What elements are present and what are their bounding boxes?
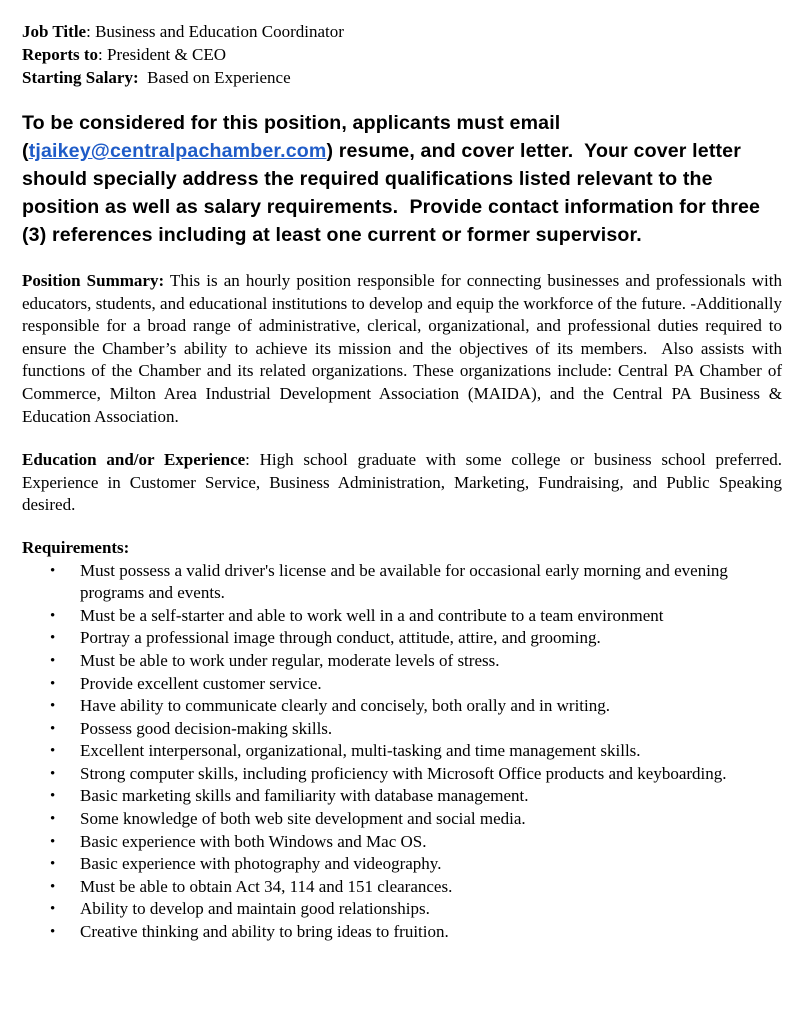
bullet-icon: •: [50, 607, 56, 624]
list-item: [22, 740, 774, 763]
list-item: [22, 695, 774, 718]
notice-intro: To be considered for this position, applicants must email (: [22, 112, 561, 162]
reports-to-value: : President & CEO: [98, 45, 226, 64]
bullet-icon: •: [50, 630, 56, 647]
education-experience: [22, 449, 782, 517]
bullet-icon: •: [50, 901, 56, 918]
list-item: [22, 808, 774, 831]
bullet-icon: •: [50, 743, 56, 760]
bullet-icon: •: [50, 765, 56, 782]
list-item-text: Creative thinking and ability to bring ideas to fruition.: [80, 922, 449, 942]
list-item-text: Must be able to obtain Act 34, 114 and 151 clearances.: [80, 876, 453, 896]
list-item-text: Must be able to work under regular, moderate levels of stress.: [80, 650, 500, 670]
bullet-icon: •: [50, 698, 56, 715]
list-item-text: Must possess a valid driver's license and be available for occasional early morning and evening programs and events.: [80, 560, 728, 603]
salary-value: Based on Experience: [138, 68, 291, 87]
position-summary-label: Position Summary:: [22, 271, 165, 290]
education-text: : High school graduate with some college or business school preferred. Experience in Customer Service, Business Administration, Marketing, Fundraising, and Public Speaking desired.: [22, 450, 782, 515]
list-item-text: Excellent interpersonal, organizational, multi-tasking and time management skills.: [80, 741, 641, 761]
list-item-text: Basic marketing skills and familiarity with database management.: [80, 786, 529, 806]
application-notice: [22, 109, 782, 249]
list-item: [22, 921, 774, 944]
position-summary: [22, 270, 787, 428]
requirements-list: [22, 560, 782, 944]
list-item: [22, 627, 774, 650]
list-item-text: Basic experience with photography and videography.: [80, 854, 442, 874]
list-item: [22, 605, 774, 628]
list-item: [22, 673, 774, 696]
reports-to-line: [22, 43, 782, 66]
bullet-icon: •: [50, 833, 56, 850]
list-item: [22, 876, 774, 899]
bullet-icon: •: [50, 720, 56, 737]
bullet-icon: •: [50, 788, 56, 805]
salary-line: [22, 66, 782, 89]
job-title-value: : Business and Education Coordinator: [86, 22, 344, 41]
bullet-icon: •: [50, 856, 56, 873]
list-item-text: Some knowledge of both web site development and social media.: [80, 809, 526, 829]
position-summary-text: This is an hourly position responsible for connecting businesses and professionals with educators, students, and educational institutions to develop and equip the workforce of the future. -Additionally responsible for a broad range of administrative, clerical, organizational, and professional duties required to ensure the Chamber’s ability to achieve its mission and the objectives of its members. Also assists with functions of the Chamber and its related organizations. These organizations include: Central PA Chamber of Commerce, Milton Area Industrial Development Association (MAIDA), and the Central PA Business & Education Association.: [22, 271, 787, 426]
job-title-line: [22, 20, 782, 43]
requirements-heading: Requirements:: [22, 537, 130, 557]
list-item: [22, 785, 774, 808]
list-item: [22, 650, 774, 673]
list-item-text: Provide excellent customer service.: [80, 673, 322, 693]
bullet-icon: •: [50, 878, 56, 895]
bullet-icon: •: [50, 811, 56, 828]
list-item-text: Ability to develop and maintain good relationships.: [80, 899, 430, 919]
salary-label: Starting Salary:: [22, 68, 139, 87]
list-item-text: Strong computer skills, including proficiency with Microsoft Office products and keyboarding.: [80, 763, 727, 783]
bullet-icon: •: [50, 924, 56, 941]
list-item: [22, 853, 774, 876]
bullet-icon: •: [50, 675, 56, 692]
bullet-icon: •: [50, 652, 56, 669]
list-item-text: Have ability to communicate clearly and concisely, both orally and in writing.: [80, 696, 610, 716]
education-label: Education and/or Experience: [22, 450, 246, 470]
list-item: [22, 831, 774, 854]
list-item-text: Possess good decision-making skills.: [80, 718, 333, 738]
list-item: [22, 718, 774, 741]
list-item-text: Basic experience with both Windows and Mac OS.: [80, 831, 427, 851]
email-link[interactable]: tjaikey@centralpachamber.com: [28, 140, 327, 162]
list-item-text: Portray a professional image through conduct, attitude, attire, and grooming.: [80, 628, 601, 648]
reports-to-label: Reports to: [22, 45, 99, 64]
bullet-icon: •: [50, 562, 56, 579]
list-item: [22, 560, 774, 605]
list-item: [22, 763, 774, 786]
notice-rest: ) resume, and cover letter. Your cover letter should specially address the required qualifications listed relevant to the position as well as salary requirements. Provide contact information for three (3) references including at least one current or former supervisor.: [22, 140, 766, 246]
job-title-label: Job Title: [22, 22, 87, 41]
list-item-text: Must be a self-starter and able to work well in a and contribute to a team environment: [80, 605, 664, 625]
list-item: [22, 898, 774, 921]
